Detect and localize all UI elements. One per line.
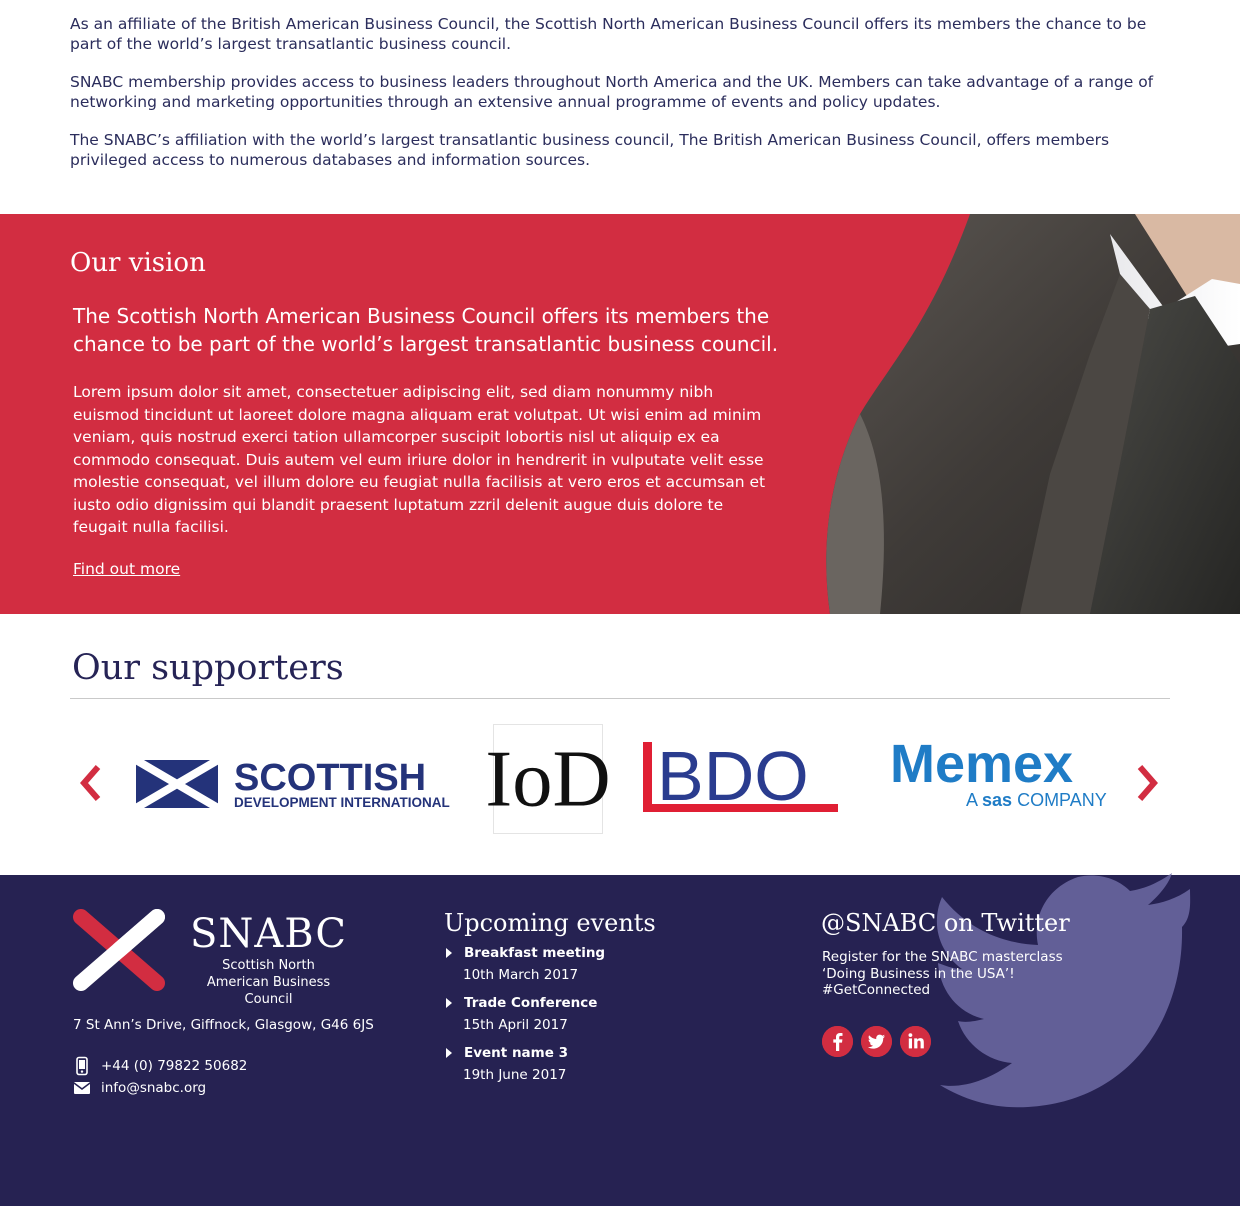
suit-photo bbox=[820, 214, 1240, 614]
linkedin-icon[interactable] bbox=[900, 1026, 931, 1057]
supporters-divider bbox=[70, 698, 1170, 699]
event-link[interactable] bbox=[444, 1045, 568, 1061]
envelope-icon bbox=[73, 1079, 91, 1097]
event-name: Event name 3 bbox=[464, 1045, 568, 1061]
find-out-more-link[interactable]: Find out more bbox=[73, 560, 181, 578]
iod-logo[interactable] bbox=[485, 724, 611, 834]
memex-logo[interactable] bbox=[890, 734, 1116, 810]
supporters-section bbox=[70, 614, 1170, 875]
intro-paragraph: As an affiliate of the British American Business Council, the Scottish North American Business Council offers its members the chance to be part of the world’s largest transatlantic business council. bbox=[70, 15, 1147, 53]
events-title: Upcoming events bbox=[444, 909, 656, 937]
svg-text:A sas COMPANY: A sas COMPANY bbox=[966, 790, 1107, 810]
tweet-text: Register for the SNABC masterclass ‘Doing Business in the USA’! #GetConnected bbox=[822, 949, 1063, 998]
svg-text:IoD: IoD bbox=[485, 734, 611, 824]
vision-lead: The Scottish North American Business Council offers its members the chance to be part of the world’s largest transatlantic business council. bbox=[73, 304, 779, 356]
event-item bbox=[444, 995, 597, 1033]
event-name: Trade Conference bbox=[464, 995, 598, 1011]
event-item bbox=[444, 1045, 568, 1083]
caret-right-icon bbox=[446, 948, 452, 958]
address: 7 St Ann’s Drive, Giffnock, Glasgow, G46 6JS bbox=[73, 1017, 374, 1033]
email-row bbox=[73, 1079, 206, 1097]
brand-subtitle: Scottish North American Business Council bbox=[206, 958, 331, 1007]
event-date: 15th April 2017 bbox=[463, 1017, 568, 1033]
event-link[interactable] bbox=[444, 945, 605, 961]
brand-name: SNABC bbox=[190, 911, 348, 957]
site-footer bbox=[0, 875, 1240, 1206]
twitter-title: @SNABC on Twitter bbox=[821, 909, 1070, 937]
phone-row bbox=[73, 1057, 247, 1075]
supporters-title: Our supporters bbox=[72, 648, 344, 688]
email-address[interactable]: info@snabc.org bbox=[101, 1080, 207, 1096]
vision-section bbox=[0, 214, 1240, 614]
svg-text:BDO: BDO bbox=[657, 737, 809, 815]
svg-text:DEVELOPMENT INTERNATIONAL: DEVELOPMENT INTERNATIONAL bbox=[234, 795, 450, 810]
svg-text:Memex: Memex bbox=[890, 734, 1074, 794]
chevron-left-icon[interactable] bbox=[78, 764, 104, 802]
snabc-logo-mark bbox=[73, 909, 165, 991]
intro-paragraph: The SNABC’s affiliation with the world’s largest transatlantic business council, The British American Business Council, offers members privileged access to numerous databases and information sources. bbox=[70, 131, 1110, 169]
caret-right-icon bbox=[446, 1048, 452, 1058]
bdo-logo[interactable] bbox=[643, 738, 839, 816]
intro-section bbox=[70, 0, 1170, 189]
scottish-development-international-logo[interactable] bbox=[136, 758, 448, 810]
twitter-icon[interactable] bbox=[861, 1026, 892, 1057]
event-link[interactable] bbox=[444, 995, 597, 1011]
mobile-phone-icon bbox=[73, 1057, 91, 1075]
event-item bbox=[444, 945, 605, 983]
vision-body: Lorem ipsum dolor sit amet, consectetuer adipiscing elit, sed diam nonummy nibh euismod tincidunt ut laoreet dolore magna aliquam erat volutpat. Ut wisi enim ad minim veniam, quis nostrud exerci tation ullamcorper suscipit lobortis nisl ut aliquip ex ea commodo consequat. Duis autem vel eum iriure dolor in hendrerit in vulputate velit esse molestie consequat, vel illum dolore eu feugiat nulla facilisis at vero eros et accumsan et iusto odio dignissim qui blandit praesent luptatum zzril delenit augue duis dolore te feugait nulla facilisi. bbox=[73, 383, 766, 536]
intro-paragraph: SNABC membership provides access to business leaders throughout North America and the UK. Members can take advantage of a range of networking and marketing opportunities through an extensive annual programme of events and policy updates. bbox=[70, 73, 1154, 111]
chevron-right-icon[interactable] bbox=[1134, 764, 1160, 802]
svg-text:SCOTTISH: SCOTTISH bbox=[234, 757, 427, 799]
phone-number[interactable]: +44 (0) 79822 50682 bbox=[101, 1058, 248, 1074]
event-name: Breakfast meeting bbox=[464, 945, 606, 961]
event-date: 19th June 2017 bbox=[463, 1067, 567, 1083]
event-date: 10th March 2017 bbox=[463, 967, 579, 983]
caret-right-icon bbox=[446, 998, 452, 1008]
facebook-icon[interactable] bbox=[822, 1026, 853, 1057]
vision-title: Our vision bbox=[70, 248, 206, 278]
